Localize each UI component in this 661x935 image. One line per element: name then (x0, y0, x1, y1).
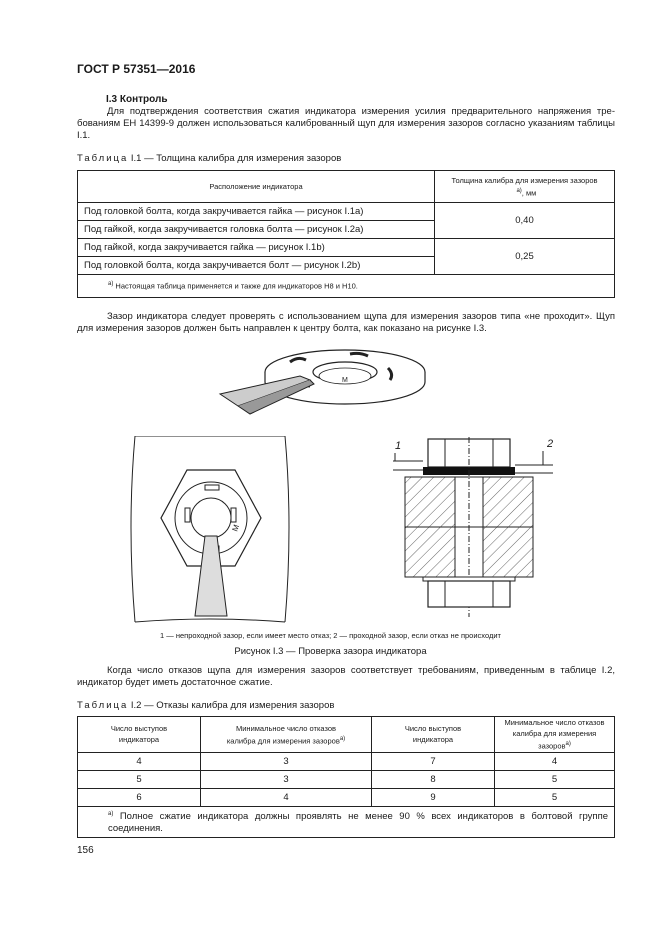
table1-header-thickness-text: Толщина калибра для измерения зазоров (451, 175, 598, 185)
table2-header-min (495, 717, 615, 753)
table2-header-min (201, 717, 372, 753)
table1-caption (77, 153, 341, 164)
table1-footnote-text: Настоящая таблица применяется и также для индикаторов Н8 и Н10. (113, 281, 358, 291)
table1-header-unit: , мм (521, 188, 537, 198)
table2-h4-sup: а) (565, 741, 571, 747)
table2-caption-text: I.2 — Отказы калибра для измерения зазоров (128, 700, 335, 711)
table2-footnote (78, 806, 615, 837)
figure-label-2: 2 (547, 438, 554, 450)
table2-cell: 3 (201, 770, 372, 788)
figure-washer-perspective (200, 346, 440, 418)
table2-cell: 4 (201, 788, 372, 806)
figure-section-view (383, 437, 553, 617)
table2-cell: 4 (78, 752, 201, 770)
table1-row-location: Под головкой болта, когда закручивается гайка — рисунок I.1а) (78, 203, 435, 221)
table2-cell: 3 (201, 752, 372, 770)
table2-h4-line1: Минимальное число отказов (504, 718, 605, 727)
figure-top-view (125, 436, 295, 626)
table1-value: 0,25 (435, 239, 615, 275)
table2-header-protrusions (78, 717, 201, 753)
table1-header-thickness (435, 171, 615, 203)
table2-h3-line1: Число выступов (404, 724, 462, 734)
svg-text:M: M (342, 377, 348, 384)
svg-text:M: M (230, 523, 242, 533)
table1-row-location: Под гайкой, когда закручивается головка болта — рисунок I.2а) (78, 221, 435, 239)
table2-cell: 7 (372, 752, 495, 770)
table2-footnote-mark: а) (108, 810, 114, 817)
table2-footnote-text: Полное сжатие индикатора должны проявлять не менее 90 % всех индикаторов в болтовой группе соединения. (108, 811, 608, 835)
table-1 (77, 170, 615, 298)
table-row (78, 752, 615, 770)
figure-legend: 1 — непроходной зазор, если имеет место отказ; 2 — проходной зазор, если отказ не происходит (160, 631, 501, 640)
table-2 (77, 716, 615, 838)
table1-value: 0,40 (435, 203, 615, 239)
section-title: I.3 Контроль (106, 94, 168, 105)
table2-cell: 8 (372, 770, 495, 788)
table2-header-protrusions (372, 717, 495, 753)
table2-h2-sup: а) (339, 735, 346, 742)
table1-row-location: Под головкой болта, когда закручивается болт — рисунок I.2b) (78, 257, 435, 275)
gap-check-paragraph: Зазор индикатора следует проверять с использованием щупа для измерения зазоров типа «не проходит». Щуп для измерения зазоров должен быть направлен к центру болта, как показано на рисунке I.3. (77, 311, 615, 335)
table2-h2-line1: Минимальное число отказов (236, 723, 336, 733)
table-row (78, 788, 615, 806)
table2-cell: 5 (495, 770, 615, 788)
table2-cell: 9 (372, 788, 495, 806)
table2-cell: 6 (78, 788, 201, 806)
table1-footnote-mark: а) (108, 281, 114, 288)
table2-h1-line1: Число выступов (110, 724, 168, 734)
table2-h2-line2: калибра для измерения зазоров (226, 736, 340, 745)
table1-caption-label: Таблица (77, 153, 129, 164)
figure-caption: Рисунок I.3 — Проверка зазора индикатора (234, 646, 427, 657)
table2-caption-label: Таблица (77, 700, 129, 711)
table2-cell: 4 (495, 752, 615, 770)
table2-h1-line2: индикатора (118, 735, 160, 745)
document-header: ГОСТ Р 57351—2016 (77, 62, 196, 76)
table1-row-location: Под гайкой, когда закручивается гайка — рисунок I.1b) (78, 239, 435, 257)
page-number: 156 (77, 845, 94, 856)
table1-footnote (78, 275, 615, 298)
table2-h4-line2: калибра для измерения зазоров (512, 729, 597, 751)
table1-header-sup: а) (516, 187, 522, 194)
table2-caption (77, 700, 334, 711)
table2-cell: 5 (78, 770, 201, 788)
table1-header-location: Расположение индикатора (78, 171, 435, 203)
table1-caption-text: I.1 — Толщина калибра для измерения зазоров (128, 153, 342, 164)
table2-cell: 5 (495, 788, 615, 806)
table2-h3-line2: индикатора (412, 735, 454, 745)
compression-paragraph: Когда число отказов щупа для измерения зазоров соответствует требованиям, приведенным в таблице I.2, индикатор будет иметь достаточное сжатие. (77, 665, 615, 689)
figure-label-1: 1 (395, 440, 402, 452)
table-row (78, 770, 615, 788)
intro-paragraph: Для подтверждения соответствия сжатия индикатора измерения усилия предварительного напряжения тре-бованиям ЕН 14399-9 должен использоваться калиброванный щуп для измерения зазоров согласно указаниям таблицы I.1. (77, 106, 615, 142)
